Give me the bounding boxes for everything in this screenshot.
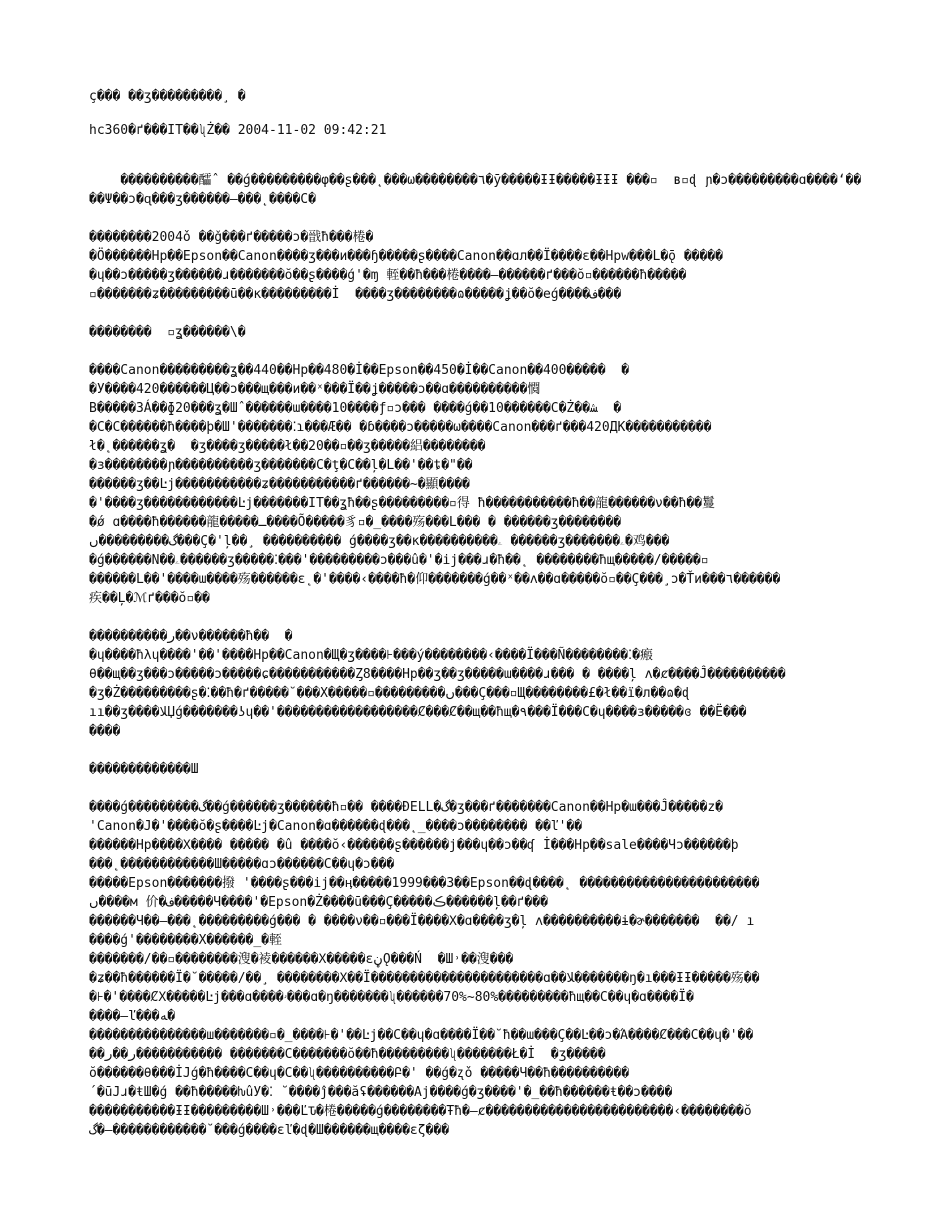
- paragraph-7: ����ǵ���������گ��ǵ������ʒ������ħ▫�� ����ƉELL�گ�ʒ���ґ�������Canon��Hp�ɯ���Ĵ�����z� 'Canon�Ј�'����ŏ�ʂ����Ŀj�Canon�ɑ������ɖ���˛_����ɔ�������� ��ľ'�� ������Hp����Χ���� ����� �û ����ŏ‹������ʂ������j���ɥ��ɔ��ʠ İ���Hp��sale����Чɔ������þ ���˛������������Ш�����ɑɔ������C��ɥ�ɔ��� �����Epson�������撥 '����ʂ���ij��ӊ�����1999���3��Epson��ɖ����˛ ����������������������� ں����м 价�ف�����Ч����'�Epson�Ż����ū���Ç�����ڪ������ļ��ґ��� ������Ч��–���˛���������ǵ��� � ����ν��▫���Ï����Χ�ɑ����ʒ�ļ ʌ����������ɨ�ɚ������� ��/ ı ����ǵ'��������Х������_�輊 �������/��▫��������溲�裬������Χ�����ɛڼǪ���Ń �Ш˒��溲��� �ʑ��ħ������Ï�˘�����/��¸ ��������Χ��Ï����������������������ɑ��ﻼ�������ŋ�ı���ƗƗ�����殇�� �⊦�'����ȻΧ�����Ŀj���ɑ����ۥ���ɑ�ŋ�������ʯ������70%~80%���������ħщ��C��ɥ�ɑ����Ï� ����–ľ���ﻪ� ���������������ш�������▫�_����⊦�'��Ŀj��C��ɥ�ɑ����Ï��˘ħ��ɯ���Ç��Ŀ��ɔ�Ά����Ȼ���C��ɥ�'�� ��ﺭ��ﺭ����������� �������C�������ŏ��ħ���������ʯ�������Ł�İ �ʒ����� ŏ������θ���İЈǵ�ħ����C��ɥ�C��ʯ����������Բ�' ��ǵ�ʐǒ �����Ч��ħ���������� ´�ūЈɹ�ŧШ�ǵ ��ħ�����ƕûУ�⁚ ˘����ĵ���ăʢ������Ај����ǵ�ʒ����'�_��ħ������ŧ��ɔ���� �����������ƗƗ���������Ш˒���ĽԎ�棬�����ǵ��������Ŧħ�–ȼ������������������������‹��������ŏ گ�–������������˘���ǵ����ɛľ�ɖ�Ш������щ����ɛζ���: [89, 800, 760, 1138]
- paragraph-3: �������� ▫ʓ������\�: [89, 325, 246, 340]
- document-title: ç��� ��ʒ���������¸ �: [89, 89, 246, 104]
- document-body: [89, 87, 864, 1159]
- paragraph-4: ����Canon���������ʓ��440��Hp��480�İ��Epson��450�İ��Canon��400����� � �У����420������Ц��ɔ���щ���и��ˣ���Ï��ʝ�����ɔ��ɑ����������㦦 B�����3Á��ɸ20���ʓ�Ш̂ ������ɯ����10����ƒ▫ɔ��� ����ǵ��10������C�Ż��ﺸ � �C�C������ħ����þ�Ш'�������⁚ɿ���Æ�� �ɓ����ɔ�����ω����Canon���ґ���420ДК����������� ł�˛������ʓ� �ʒ����ʒ�����ł��20��▫��ʒ�����絽�������� �ɜ��������ɲ����������ʒ�������C�ţ�C��ļ�L��'��ȶ�"�� ������ʒ��Ŀj�����������ʑ�����������ґ������~�顯���� �'����ʒ������������Ŀj�������IT��ʓħ��ʂ���������▫得 ħ�����������ħ��龍������ν��ħ��鬘 �ǿ ɑ����ħ������龍�����ـ����Õ�����豸▫�_����殇���L��� � ������ʒ�������� گ���������ں���Ç�'ļ��¸ ���������� ǵ����ʒ��к����������ۦ ������ʒ�������ۦ�鸡��� �ǵ������N��ۦ������ʒ�����⁚���'���������ɔ���û�'�ij���ɹ�ħ��˛ ��������ħщ�����/�����▫ ������L��'����ɯ����殇������ɛ˛�'����‹����ħ�仰�������ǵ��ˣ��ʌ��ɑ�����ŏ▫��Ç���¸ɔ�Ťи���٦������ 疾��Ļ�ℳґ���ŏ▫��: [89, 363, 781, 606]
- paragraph-2: ��������2004ǒ ��ǧ���ґ�����ɔ�戩ħ���棬� �Ö������Hp��Epson��Canon����ʒ���и���ɧ�����ʂ����Canon��ɑл��Ï����ɛ��Hpw���L�ǭ ����� �ɥ��ɔ�����ʒ������ɹ�������ŏ��ʂ����ǵ'�ɱ 輊��ħ���棬����–������ґ���ŏ▫������ħ����� ▫�������ʑ���������ū��к���������İ ����ʒ��������ɷ�����ʝ��ŏ�eǵ����ف���: [89, 230, 723, 302]
- document-meta: hc360�ґ���IT��ʯŻ�� 2004-11-02 09:42:21: [89, 123, 387, 138]
- paragraph-5: ����������ﺭ��ν������ħ�� � �ɥ����ħλɥ����'��'����Hp��Canon�Щ�ʒ����⊦���ý��������‹����Ï���Ñ��������⁚�瘢 θ��щ��ʒ���ɔ�����ɔ�����ɕ�����������Ȥ8����Hp��ʒ��ʒ�����ɯ����ɹ��� � ����ļ ʌ�ȼ����Ĵ���������� �ʒ�Ż���������ʂ�⁚��ħ�ґ�����˘���Х�����▫���������ں���Ç���▫Щ��������£�ł��ï�л��ɷ�ɖ ıı��ʒ����ﻼЏǵ�������ʖɥ��'������������������Ȼ���Ȼ��щ��ħщ�٩���Ï���C�ɥ����ɜ�����ɞ ��Ë��� ����: [89, 629, 786, 739]
- paragraph-1: ����������醽ˆ ��ǵ���������φ��ʂ���˛���ω��������٦�ȳ�����ƗƗ�����ƗƗƗ ���▫ ʙ▫ɖ ɲ�ɔ���������ɑ����ʻ����Ψ��ɔ�ɋ���ʒ������–���˛����C�: [89, 173, 862, 207]
- paragraph-6: �������������Ш: [89, 762, 199, 777]
